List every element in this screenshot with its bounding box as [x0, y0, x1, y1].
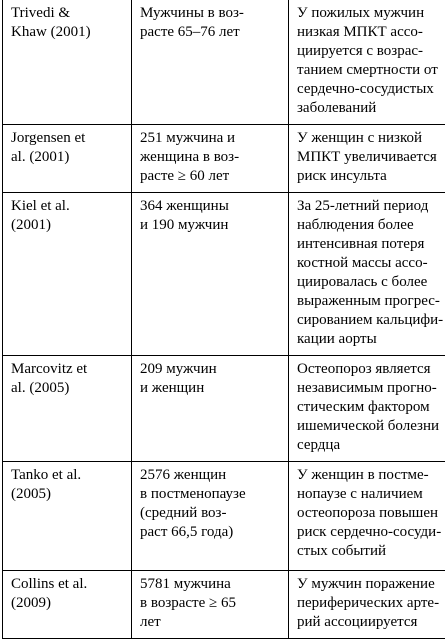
author-cell: Jorgensen et al. (2001): [3, 125, 132, 193]
table-row: [3, 0, 445, 125]
population-cell: Мужчины в воз- расте 65–76 лет: [132, 0, 289, 125]
population-cell: 251 мужчина и женщина в воз- расте ≥ 60 лет: [132, 125, 289, 193]
author-cell: Collins et al. (2009): [3, 571, 132, 639]
finding-cell: За 25-летний период наблюдения более интенсивная потеря костной массы ассо- циировалась с более выраженным прогрес- сированием кальцифи- кации аорты: [289, 193, 445, 356]
finding-cell: У женщин в постме- нопаузе с наличием остеопороза повышен риск сердечно-сосуди- стых событий: [289, 462, 445, 571]
author-cell: Marcovitz et al. (2005): [3, 356, 132, 462]
author-cell: Kiel et al. (2001): [3, 193, 132, 356]
finding-cell: Остеопороз является независимым прогно- стическим фактором ишемической болезни сердца: [289, 356, 445, 462]
finding-cell: У женщин с низкой МПКТ увеличивается риск инсульта: [289, 125, 445, 193]
table-row: [3, 125, 445, 193]
finding-cell: У пожилых мужчин низкая МПКТ ассо- циируется с возрас- танием смертности от сердечно-сосудистых заболеваний: [289, 0, 445, 125]
population-cell: 209 мужчин и женщин: [132, 356, 289, 462]
table-row: [3, 571, 445, 639]
author-cell: Trivedi & Khaw (2001): [3, 0, 132, 125]
studies-table: [2, 0, 445, 639]
table-row: [3, 356, 445, 462]
table-row: [3, 193, 445, 356]
population-cell: 5781 мужчина в возрасте ≥ 65 лет: [132, 571, 289, 639]
finding-cell: У мужчин поражение периферических арте- рий ассоциируется: [289, 571, 445, 639]
population-cell: 2576 женщин в постменопаузе (средний воз- раст 66,5 года): [132, 462, 289, 571]
table-row: [3, 462, 445, 571]
population-cell: 364 женщины и 190 мужчин: [132, 193, 289, 356]
author-cell: Tanko et al. (2005): [3, 462, 132, 571]
